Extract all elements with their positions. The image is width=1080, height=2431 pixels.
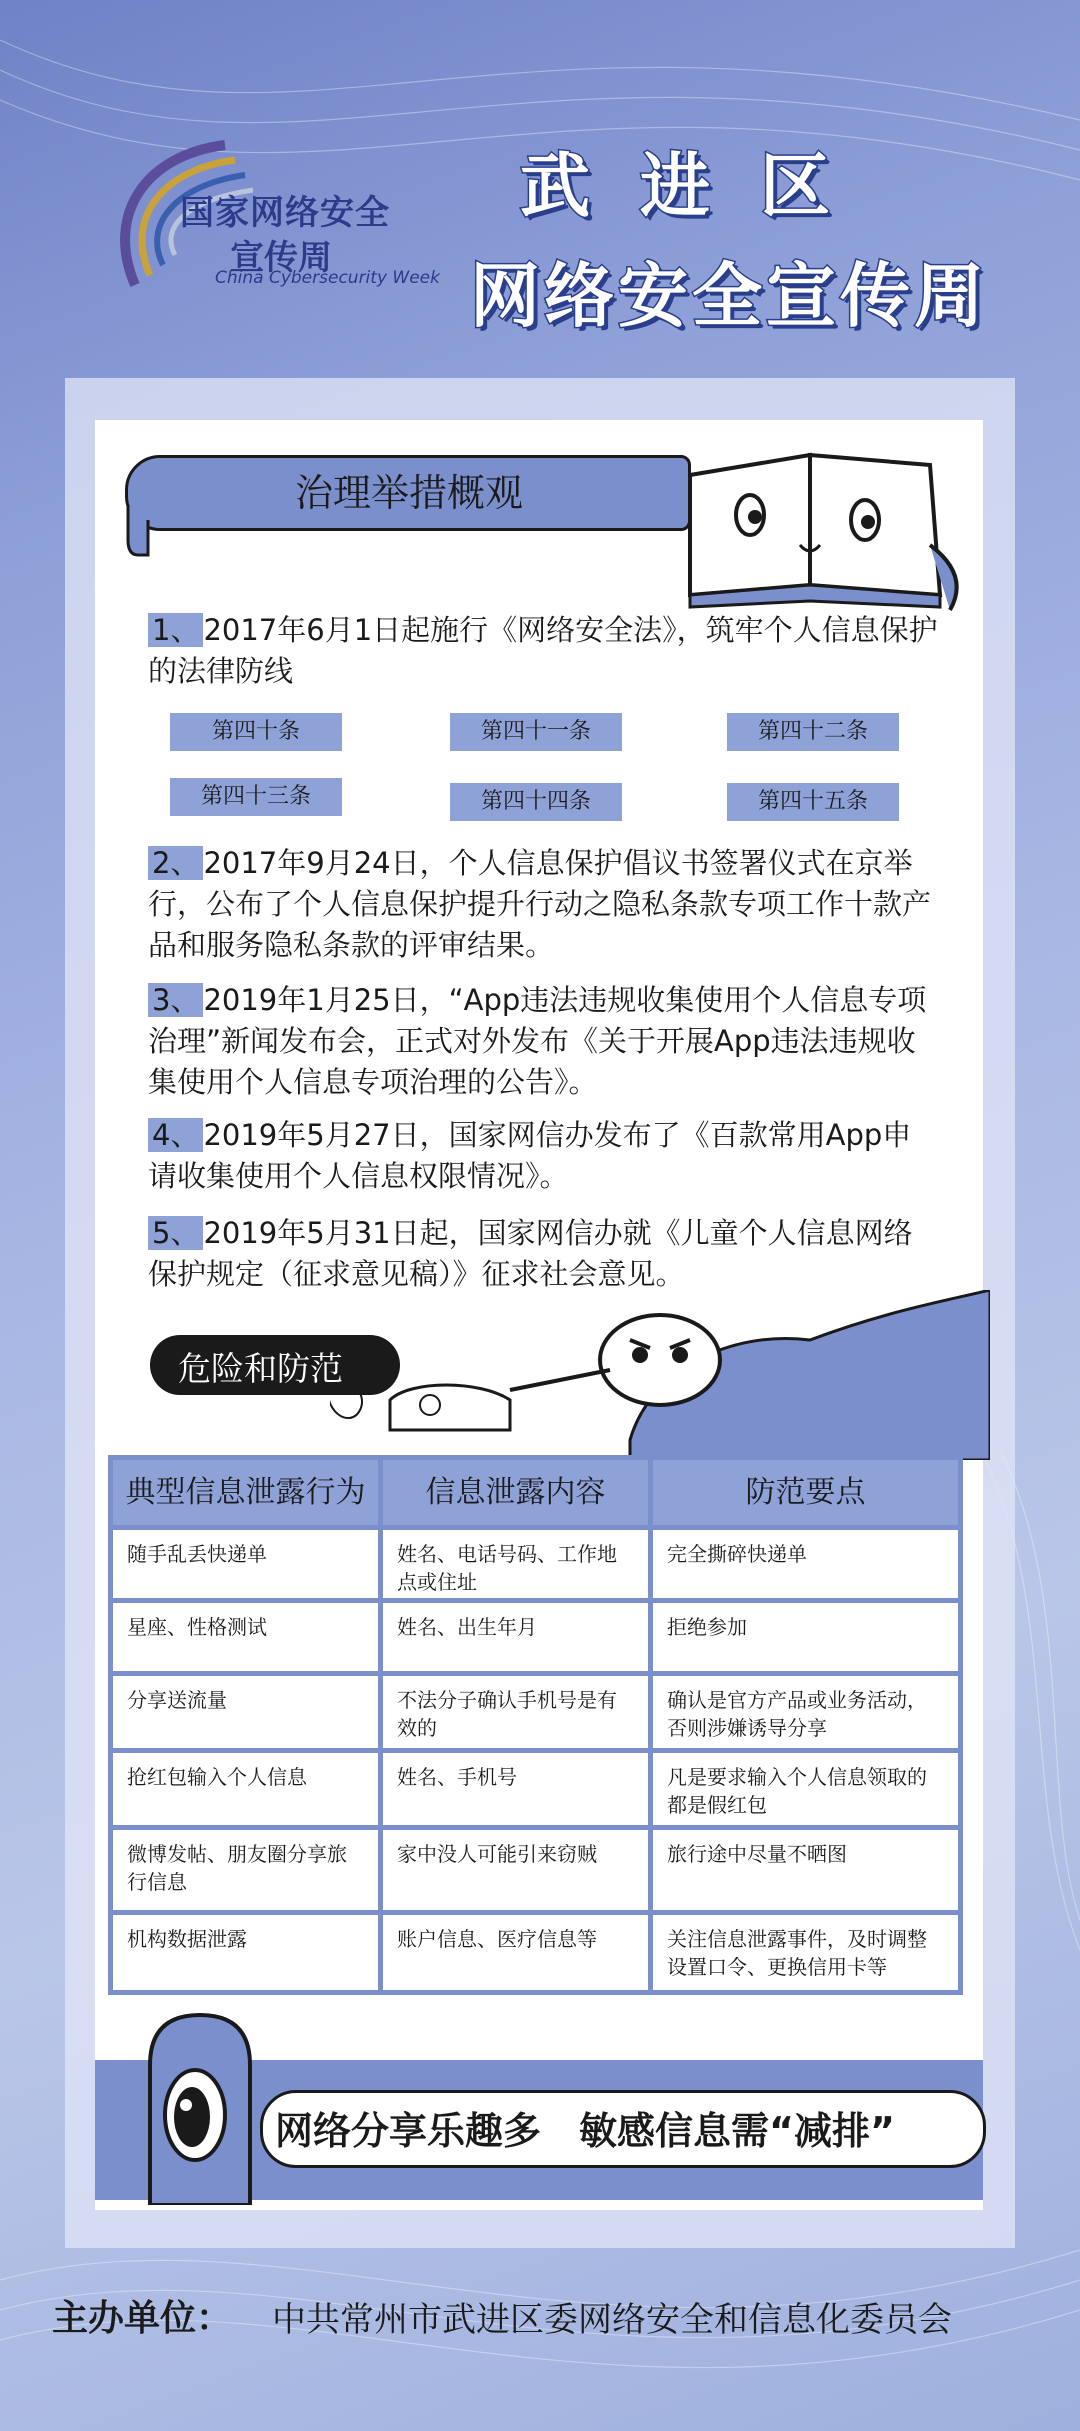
table-cell: 随手乱丢快递单 (113, 1530, 378, 1598)
section1-title: 治理举措概观 (295, 471, 524, 515)
measure-item-5 (148, 1213, 938, 1295)
eye-mascot-icon (130, 2005, 270, 2205)
logo-title-line2: 宣传周 (230, 238, 332, 278)
table-header-prevention: 防范要点 (653, 1460, 958, 1525)
table-cell: 拒绝参加 (653, 1603, 958, 1671)
table-cell: 星座、性格测试 (113, 1603, 378, 1671)
law-article-tag: 第四十三条 (170, 778, 342, 816)
table-cell: 凡是要求输入个人信息领取的都是假红包 (653, 1753, 958, 1825)
item-text: 2019年5月27日，国家网信办发布了《百款常用App申请收集使用个人信息权限情况》。 (148, 1118, 912, 1193)
table-cell: 完全撕碎快递单 (653, 1530, 958, 1598)
measure-item-2 (148, 843, 938, 966)
table-cell: 抢红包输入个人信息 (113, 1753, 378, 1825)
item-number: 5、 (148, 1216, 203, 1250)
item-number: 3、 (148, 983, 203, 1017)
item-text: 2019年1月25日，“App违法违规收集使用个人信息专项治理”新闻发布会，正式对外发布《关于开展App违法违规收集使用个人信息专项治理的公告》。 (148, 983, 927, 1099)
table-cell: 关注信息泄露事件，及时调整设置口令、更换信用卡等 (653, 1915, 958, 1990)
item-text: 2017年9月24日，个人信息保护倡议书签署仪式在京举行，公布了个人信息保护提升行动之隐私条款专项工作十款产品和服务隐私条款的评审结果。 (148, 846, 932, 962)
table-header-behavior: 典型信息泄露行为 (113, 1460, 378, 1525)
item-number: 4、 (148, 1118, 203, 1152)
table-cell: 姓名、电话号码、工作地点或住址 (383, 1530, 648, 1598)
section2-title: 危险和防范 (178, 1349, 343, 1388)
item-number: 1、 (148, 613, 203, 647)
table-header-content: 信息泄露内容 (383, 1460, 648, 1525)
hand-left-icon (118, 500, 178, 560)
table-cell: 姓名、手机号 (383, 1753, 648, 1825)
table-cell: 账户信息、医疗信息等 (383, 1915, 648, 1990)
table-cell: 家中没人可能引来窃贼 (383, 1830, 648, 1910)
table-cell: 不法分子确认手机号是有效的 (383, 1676, 648, 1748)
slogan-text: 网络分享乐趣多 敏感信息需“减排” (275, 2109, 895, 2153)
sponsor-label: 主办单位： (52, 2298, 233, 2339)
logo-english: China Cybersecurity Week (215, 268, 440, 288)
law-article-tag: 第四十二条 (727, 713, 899, 751)
item-text: 2017年6月1日起施行《网络安全法》，筑牢个人信息保护的法律防线 (148, 613, 938, 688)
table-cell: 旅行途中尽量不晒图 (653, 1830, 958, 1910)
table-cell: 微博发帖、朋友圈分享旅行信息 (113, 1830, 378, 1910)
table-cell: 姓名、出生年月 (383, 1603, 648, 1671)
law-article-tag: 第四十五条 (727, 783, 899, 821)
law-article-tag: 第四十一条 (450, 713, 622, 751)
law-article-tag: 第四十条 (170, 713, 342, 751)
measure-item-4 (148, 1115, 938, 1197)
danger-illustration (330, 1290, 990, 1460)
page-title-event: 网络安全宣传周 (470, 255, 988, 337)
table-cell: 确认是官方产品或业务活动，否则涉嫌诱导分享 (653, 1676, 958, 1748)
book-mascot-icon (670, 425, 970, 625)
item-text: 2019年5月31日起，国家网信办就《儿童个人信息网络保护规定（征求意见稿）》征求社会意见。 (148, 1216, 913, 1291)
measure-item-1 (148, 610, 938, 692)
measure-item-3 (148, 980, 938, 1103)
page-title-district: 武进区 (520, 145, 880, 227)
item-number: 2、 (148, 846, 203, 880)
table-cell: 机构数据泄露 (113, 1915, 378, 1990)
table-cell: 分享送流量 (113, 1676, 378, 1748)
law-article-tag: 第四十四条 (450, 783, 622, 821)
sponsor-name: 中共常州市武进区委网络安全和信息化委员会 (272, 2300, 952, 2340)
logo-title-line1: 国家网络安全 (180, 193, 390, 233)
